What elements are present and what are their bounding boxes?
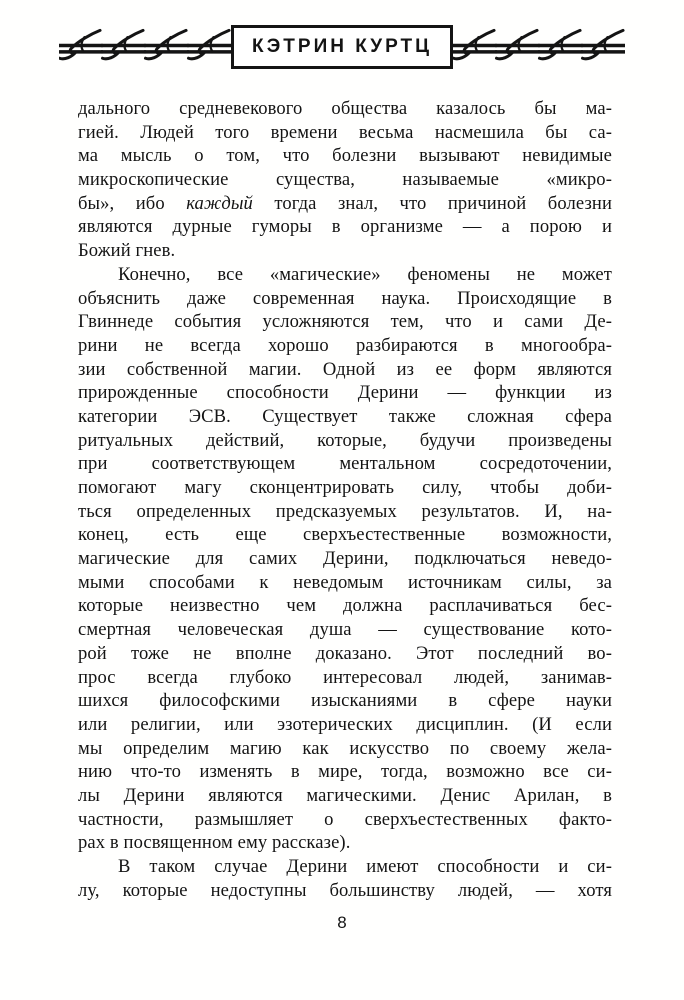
text-line bbox=[78, 168, 612, 192]
text-segment: Конечно, все «магические» феномены не может bbox=[118, 263, 612, 285]
text-line bbox=[78, 760, 612, 784]
text-segment: ритуальных действий, которые, будучи произведены bbox=[78, 429, 612, 451]
text-line bbox=[78, 855, 612, 879]
text-line bbox=[78, 808, 612, 832]
text-line bbox=[78, 476, 612, 500]
body-text bbox=[78, 97, 612, 902]
text-segment: прирожденные способности Дерини — функции из bbox=[78, 382, 612, 404]
italic-text: каждый bbox=[186, 192, 253, 214]
text-line bbox=[78, 879, 612, 903]
text-segment: прос всегда глубоко интересовал людей, занимав- bbox=[78, 666, 612, 688]
rope-ornament-right-icon bbox=[453, 24, 625, 70]
text-line bbox=[78, 192, 612, 216]
text-segment: или религии, или эзотерических дисциплин. (И если bbox=[78, 713, 612, 735]
text-line bbox=[78, 334, 612, 358]
text-line bbox=[78, 642, 612, 666]
text-line bbox=[78, 713, 612, 737]
text-line bbox=[78, 689, 612, 713]
text-line bbox=[78, 358, 612, 382]
author-name: КЭТРИН КУРТЦ bbox=[251, 36, 433, 57]
text-segment: которые неизвестно чем должна расплачиваться бес- bbox=[78, 595, 612, 617]
text-segment: ться определенных предсказуемых результатов. И, на- bbox=[78, 500, 612, 522]
text-segment: мы определим магию как искусство по своему жела- bbox=[78, 737, 612, 759]
text-segment: рой тоже не вполне доказано. Этот последний во- bbox=[78, 642, 612, 664]
text-segment: зии собственной магии. Одной из ее форм являются bbox=[78, 358, 612, 380]
text-line bbox=[78, 239, 612, 263]
text-line bbox=[78, 784, 612, 808]
text-segment: мыми способами к неведомым источникам силы, за bbox=[78, 571, 612, 593]
text-segment: помогают магу сконцентрировать силу, чтобы доби- bbox=[78, 477, 612, 498]
rope-ornament-left-icon bbox=[59, 24, 231, 70]
text-segment: шихся философскими изысканиями в сфере науки bbox=[78, 690, 612, 712]
text-segment: при соответствующем ментальном сосредоточении, bbox=[78, 453, 612, 475]
text-line bbox=[78, 144, 612, 168]
text-segment: лы Дерини являются магическими. Денис Арилан, в bbox=[78, 784, 612, 806]
text-line bbox=[78, 594, 612, 618]
text-line bbox=[78, 547, 612, 571]
text-segment: объяснить даже современная наука. Происходящие в bbox=[78, 287, 612, 309]
text-segment: категории ЭСВ. Существует также сложная сфера bbox=[78, 405, 612, 427]
text-segment: дального средневекового общества казалось бы ма- bbox=[78, 98, 612, 119]
page-header bbox=[0, 24, 684, 70]
text-segment: рини не всегда хорошо разбираются в многообра- bbox=[78, 334, 612, 356]
text-segment: микроскопические существа, называемые «микро- bbox=[78, 169, 612, 191]
text-line bbox=[78, 523, 612, 547]
text-line bbox=[78, 97, 612, 121]
text-line bbox=[78, 429, 612, 453]
text-line bbox=[78, 831, 612, 855]
text-line bbox=[78, 571, 612, 595]
text-segment: тогда знал, что причиной болезни bbox=[252, 192, 612, 214]
text-segment: Гвиннеде события усложняются тем, что и сами Де- bbox=[78, 311, 612, 333]
text-line bbox=[78, 310, 612, 334]
text-segment: В таком случае Дерини имеют способности и си- bbox=[118, 856, 612, 877]
text-segment: Божий гнев. bbox=[78, 240, 176, 262]
text-segment: магические для самих Дерини, подключаться неведо- bbox=[78, 548, 612, 570]
page-number: 8 bbox=[337, 913, 347, 932]
text-segment: конец, есть еще сверхъестественные возможности, bbox=[78, 524, 612, 546]
text-line bbox=[78, 737, 612, 761]
text-segment: бы», ибо bbox=[78, 192, 187, 214]
text-line bbox=[78, 263, 612, 287]
text-line bbox=[78, 500, 612, 524]
text-segment: являются дурные гуморы в организме — а порою и bbox=[78, 216, 612, 238]
text-segment: нию что-то изменять в мире, тогда, возможно все си- bbox=[78, 761, 612, 783]
text-line bbox=[78, 452, 612, 476]
text-line bbox=[78, 121, 612, 145]
text-segment: рах в посвященном ему рассказе). bbox=[78, 832, 351, 854]
text-line bbox=[78, 405, 612, 429]
text-segment: частности, размышляет о сверхъестественных факто- bbox=[78, 808, 612, 830]
text-line bbox=[78, 666, 612, 690]
author-title-box bbox=[231, 25, 453, 69]
text-line bbox=[78, 215, 612, 239]
text-line bbox=[78, 381, 612, 405]
text-segment: лу, которые недоступны большинству людей, — хотя bbox=[78, 879, 612, 901]
text-line bbox=[78, 618, 612, 642]
text-segment: смертная человеческая душа — существование кото- bbox=[78, 619, 612, 641]
text-segment: ма мысль о том, что болезни вызывают невидимые bbox=[78, 145, 612, 167]
text-line bbox=[78, 287, 612, 311]
text-segment: гией. Людей того времени весьма насмешила бы са- bbox=[78, 121, 612, 143]
